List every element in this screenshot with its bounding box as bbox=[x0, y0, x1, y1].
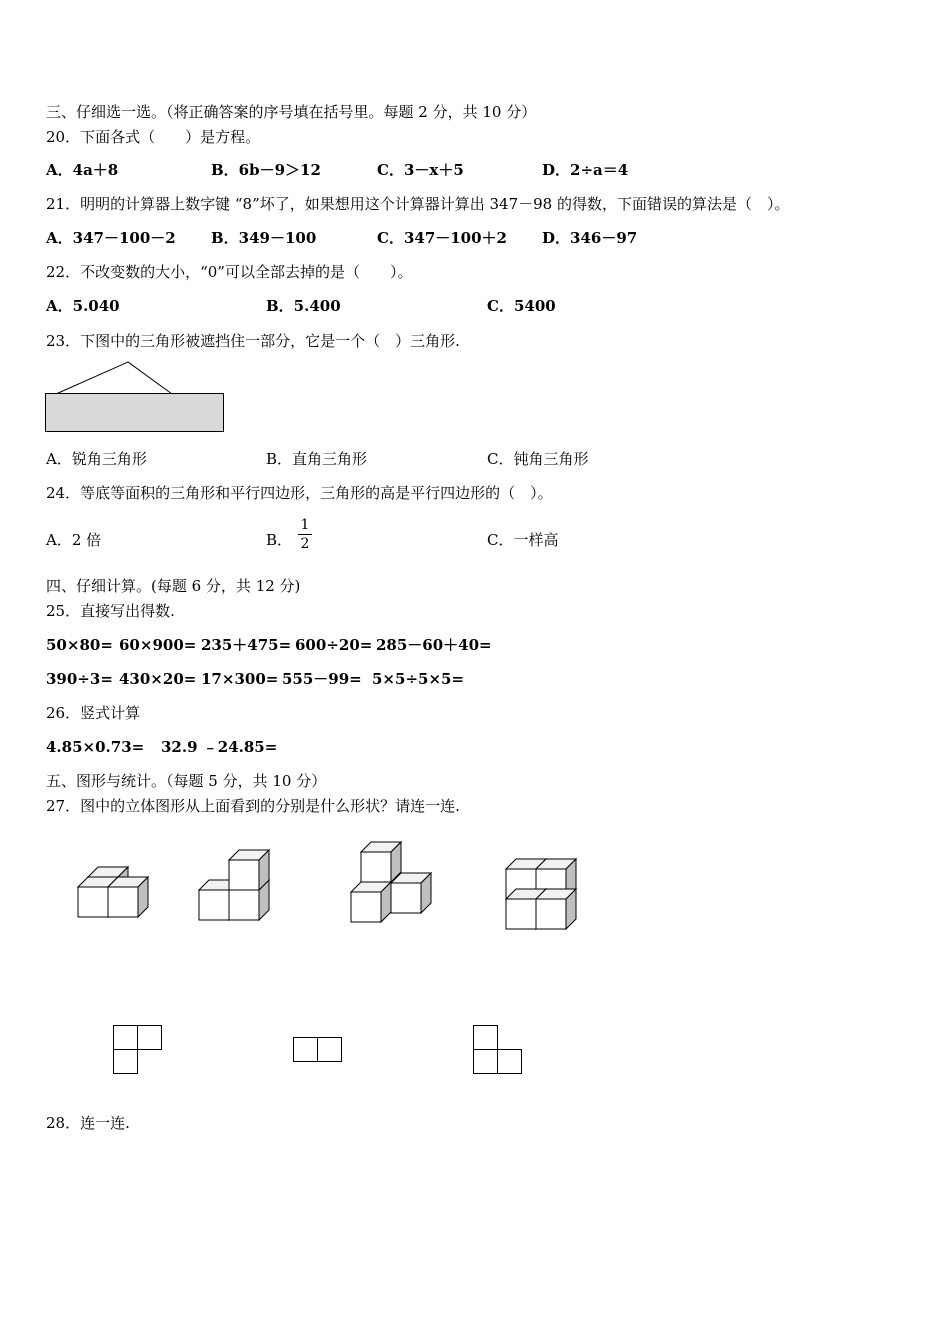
q20-option-c: C．3－x＋5 bbox=[377, 161, 464, 179]
solid-figure-1 bbox=[78, 867, 148, 917]
q22-option-c: C．5400 bbox=[487, 297, 556, 315]
q24-option-a: A．2 倍 bbox=[46, 531, 102, 549]
q21-option-b: B．349－100 bbox=[211, 229, 317, 247]
q27-stem: 27．图中的立体图形从上面看到的分别是什么形状？请连一连. bbox=[46, 797, 460, 815]
hidden-triangle-figure bbox=[46, 362, 224, 432]
calc-item: 600÷20= bbox=[295, 636, 373, 654]
q22-stem: 22．不改变数的大小，“0”可以全部去掉的是（ ）。 bbox=[46, 263, 413, 281]
q20-option-d: D．2÷a＝4 bbox=[542, 161, 629, 179]
fraction-bar bbox=[298, 534, 312, 535]
q20-stem: 20．下面各式（ ）是方程。 bbox=[46, 128, 261, 146]
q25-stem: 25．直接写出得数. bbox=[46, 602, 175, 620]
q26-stem: 26．竖式计算 bbox=[46, 704, 141, 722]
calc-item: 17×300= bbox=[201, 670, 279, 688]
q21-option-d: D．346－97 bbox=[542, 229, 638, 247]
calc-item: 60×900= bbox=[119, 636, 197, 654]
q21-stem: 21．明明的计算器上数字键 “8”坏了，如果想用这个计算器计算出 347－98 的得数，下面错误的算法是（ ）。 bbox=[46, 195, 790, 213]
top-view-shape-1 bbox=[114, 1026, 162, 1074]
calc-item: 430×20= bbox=[119, 670, 197, 688]
vertical-calc-item: 32.9 ﹣24.85= bbox=[161, 738, 278, 756]
vertical-calc-item: 4.85×0.73= bbox=[46, 738, 145, 756]
solid-figure-2 bbox=[199, 850, 269, 920]
q22-option-a: A．5.040 bbox=[46, 297, 120, 315]
calc-item: 5×5÷5×5= bbox=[372, 670, 465, 688]
section4-heading: 四、仔细计算。(每题 6 分，共 12 分) bbox=[46, 577, 301, 595]
q24-option-b: B． bbox=[266, 531, 293, 549]
calc-item: 50×80= bbox=[46, 636, 113, 654]
section5-heading: 五、图形与统计。（每题 5 分，共 10 分） bbox=[46, 772, 327, 790]
q23-option-b: B．直角三角形 bbox=[266, 450, 368, 468]
q21-option-a: A．347－100－2 bbox=[46, 229, 176, 247]
calc-item: 555－99= bbox=[282, 670, 362, 688]
section3-heading: 三、仔细选一选。（将正确答案的序号填在括号里。每题 2 分，共 10 分） bbox=[46, 103, 537, 121]
solid-figure-4 bbox=[506, 859, 576, 929]
calc-item: 235＋475= bbox=[201, 636, 292, 654]
q23-option-a: A．锐角三角形 bbox=[46, 450, 147, 468]
q20-option-a: A．4a＋8 bbox=[46, 161, 119, 179]
fraction-numerator: 1 bbox=[300, 517, 310, 533]
top-view-shape-3 bbox=[474, 1026, 522, 1074]
top-view-shape-2 bbox=[294, 1038, 342, 1062]
q20-option-b: B．6b－9＞12 bbox=[211, 161, 321, 179]
calc-item: 390÷3= bbox=[46, 670, 113, 688]
q24-option-c: C．一样高 bbox=[487, 531, 559, 549]
q23-stem: 23．下图中的三角形被遮挡住一部分，它是一个（ ）三角形. bbox=[46, 332, 460, 350]
q24-stem: 24．等底等面积的三角形和平行四边形，三角形的高是平行四边形的（ ）。 bbox=[46, 484, 553, 502]
q21-option-c: C．347－100＋2 bbox=[377, 229, 507, 247]
fraction-one-half bbox=[298, 517, 312, 552]
calc-item: 285－60＋40= bbox=[376, 636, 492, 654]
fraction-denominator: 2 bbox=[300, 536, 310, 552]
q23-option-c: C．钝角三角形 bbox=[487, 450, 589, 468]
q28-stem: 28．连一连. bbox=[46, 1114, 130, 1132]
solid-figure-3 bbox=[351, 842, 431, 922]
q22-option-b: B．5.400 bbox=[266, 297, 341, 315]
